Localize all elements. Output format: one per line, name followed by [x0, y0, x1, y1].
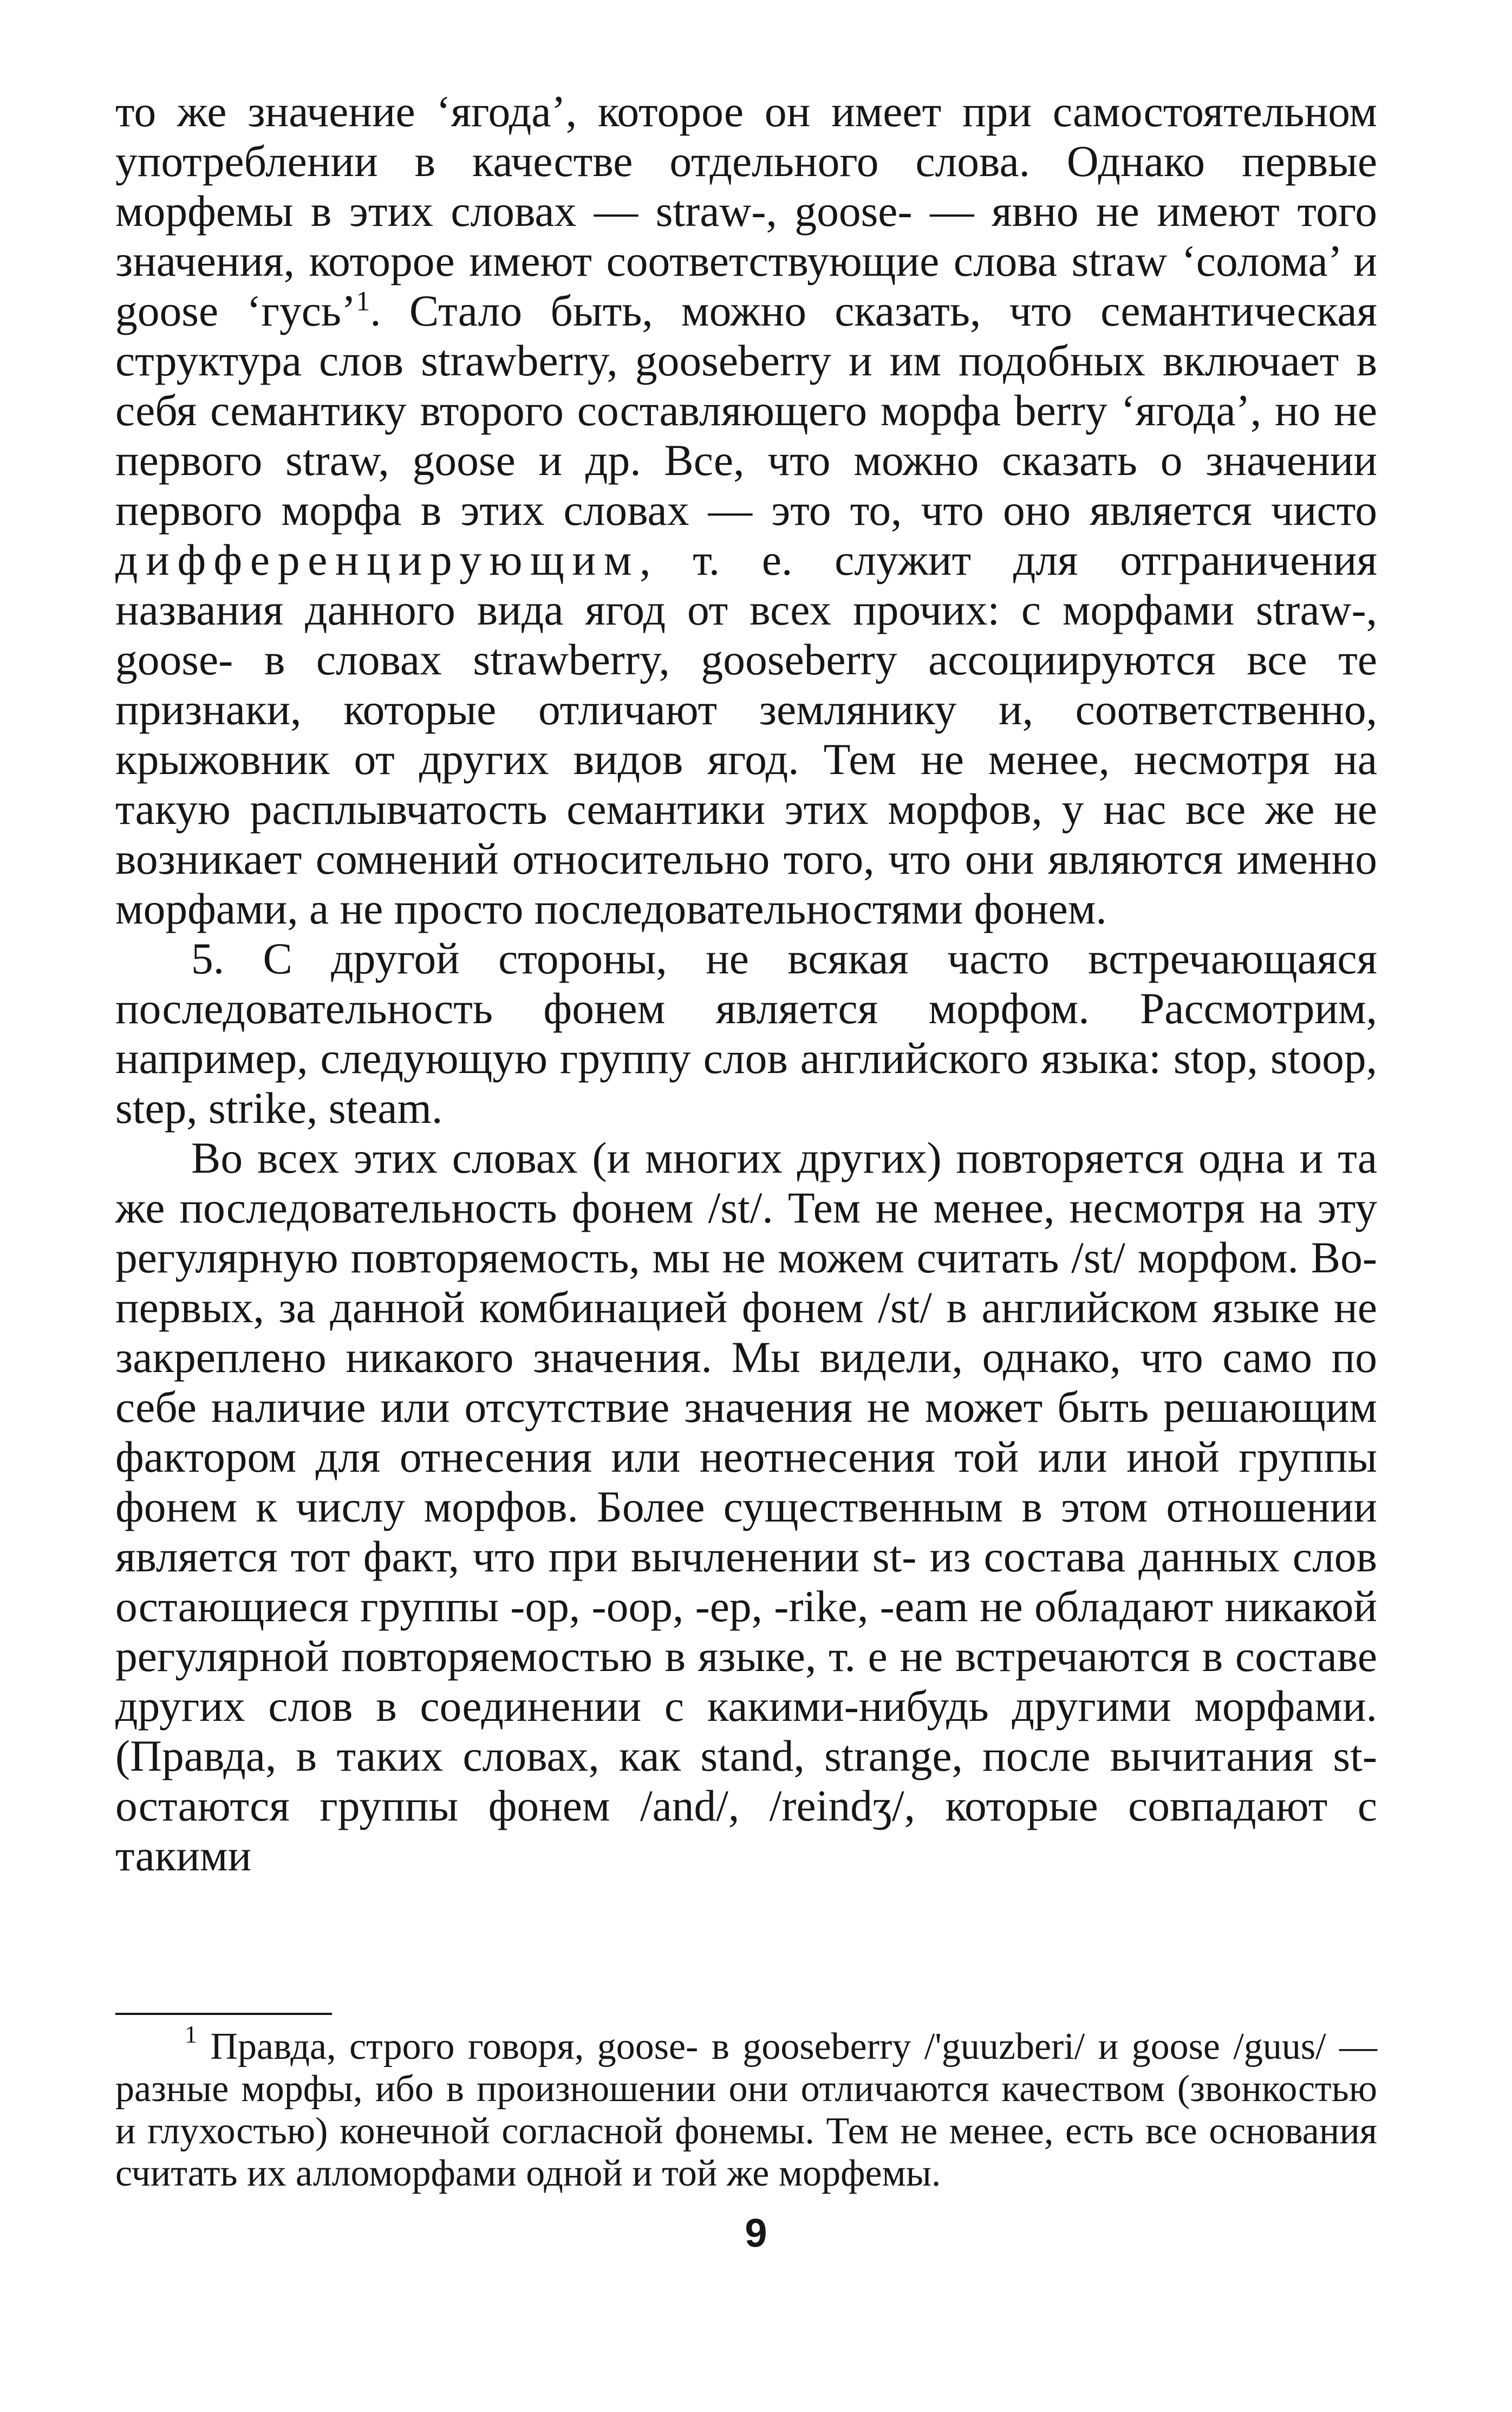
footnote-reference: 1	[356, 285, 370, 317]
paragraph-1-part-a: то же значение ‘ягода’, которое он имеет при самостоятельном употреблении в качестве отдельного слова. Однако первые морфемы в этих словах — straw-, goose- — явно не имеют того значения, которое имеют соответствующие слова straw ‘солома’ и goose ‘гусь’	[115, 87, 1377, 335]
page-body	[115, 87, 1377, 1881]
body-text	[115, 87, 1377, 1881]
emphasized-term: дифференцирующим	[115, 535, 640, 584]
paragraph-2: 5. С другой стороны, не всякая часто встречающаяся последовательность фонем является морфом. Рассмотрим, например, следующую группу слов английского языка: stop, stoop, step, strike, steam.	[115, 934, 1377, 1133]
footnote-divider	[115, 2013, 332, 2015]
footnote-marker: 1	[185, 2020, 197, 2048]
paragraph-1-part-b: . Стало быть, можно сказать, что семантическая структура слов strawberry, gooseberry и им подобных включает в себя семантику второго составляющего морфа berry ‘ягода’, но не первого straw, goose и др. Все, что можно сказать о значении первого морфа в этих словах — это то, что оно является чисто	[115, 286, 1377, 535]
paragraph-1	[115, 87, 1377, 934]
footnote	[115, 2020, 1378, 2195]
paragraph-1-part-c: , т. е. служит для отграничения названия данного вида ягод от всех прочих: с морфами straw-, goose- в словах strawberry, gooseberry ассоциируются все те признаки, которые отличают землянику и, соответственно, крыжовник от других видов ягод. Тем не менее, несмотря на такую расплывчатость семантики этих морфов, у нас все же не возникает сомнений относительно того, что они являются именно морфами, а не просто последовательностями фонем.	[115, 535, 1377, 933]
page-number: 9	[745, 2211, 767, 2255]
paragraph-3: Во всех этих словах (и многих других) повторяется одна и та же последовательность фонем /st/. Тем не менее, несмотря на эту регулярную повторяемость, мы не можем считать /st/ морфом. Во-первых, за данной комбинацией фонем /st/ в английском языке не закреплено никакого значения. Мы видели, однако, что само по себе наличие или отсутствие значения не может быть решающим фактором для отнесения или неотнесения той или иной группы фонем к числу морфов. Более существенным в этом отношении является тот факт, что при вычленении st- из состава данных слов остающиеся группы -op, -oop, -ep, -rike, -eam не обладают никакой регулярной повторяемостью в языке, т. е не встречаются в составе других слов в соединении с какими-нибудь другими морфами. (Правда, в таких словах, как stand, strange, после вычитания st- остаются группы фонем /and/, /reindʒ/, которые совпадают с такими	[115, 1133, 1377, 1880]
footnote-text: Правда, строго говоря, goose- в gooseberry /'guuzberi/ и goose /guus/ — разные морфы, ибо в произношении они отличаются качеством (звонкостью и глухостью) конечной согласной фонемы. Тем не менее, есть все основания считать их алломорфами одной и той же морфемы.	[115, 2026, 1378, 2194]
